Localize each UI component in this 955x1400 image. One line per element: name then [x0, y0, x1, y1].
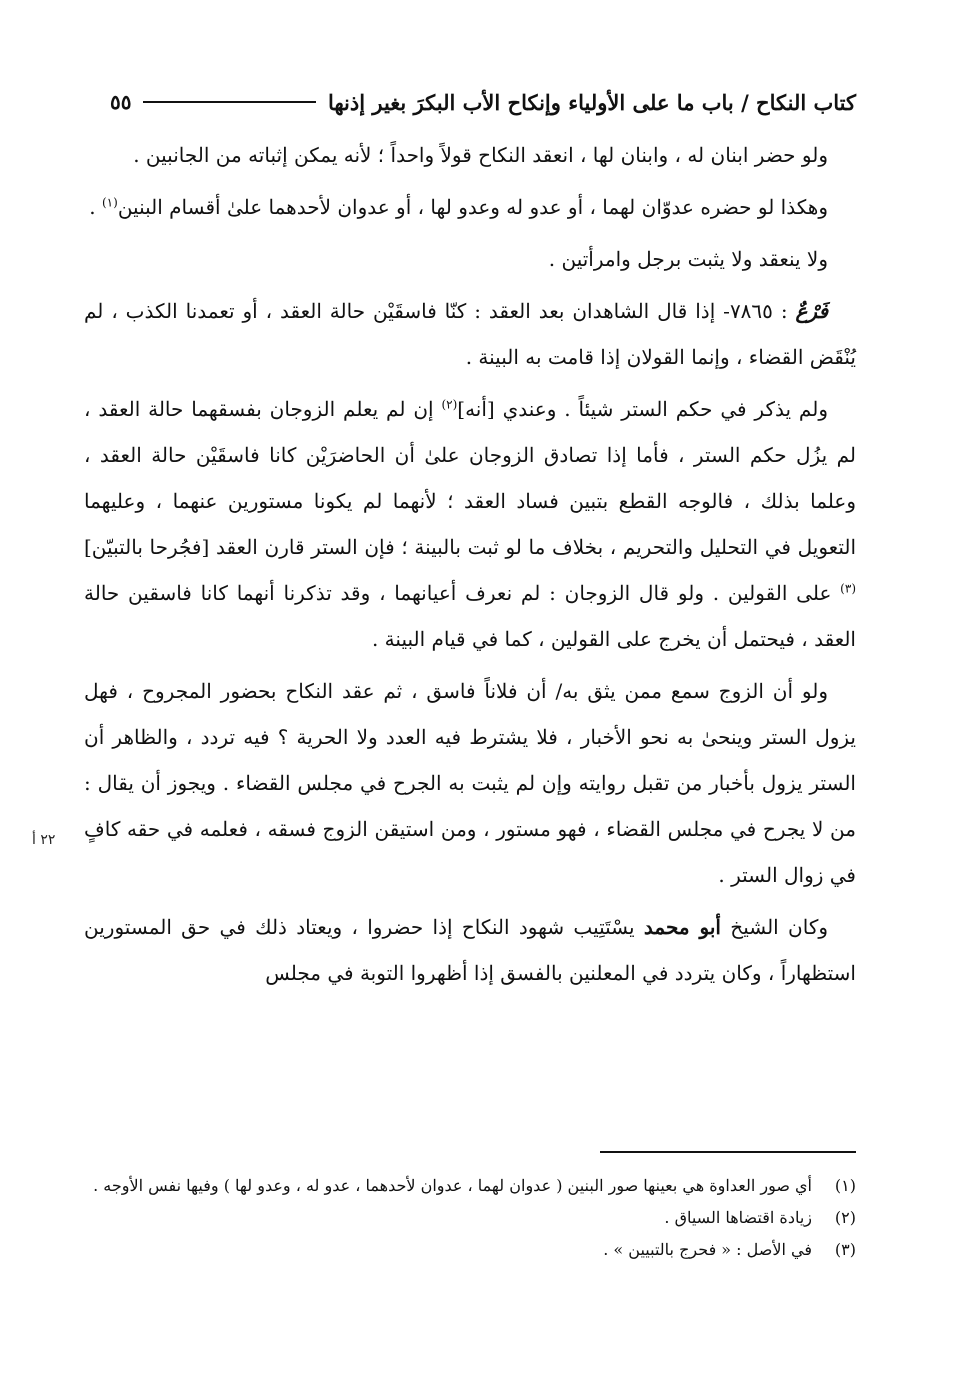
footnote-number: (٣) — [834, 1240, 856, 1259]
paragraph-6: ولو أن الزوج سمع ممن يثق به/ أن فلاناً فاسق ، ثم عقد النكاح بحضور المجروح ، فهل يزول الستر وينحىٰ به نحو الأخبار ، فلا يشترط فيه العدد ولا الحرية ؟ فيه تردد ، والظاهر أن الستر يزول بأخبار من تقبل روايته وإن لم يثبت به الجرح في مجلس القضاء . ويجوز أن يقال : من لا يجرح في مجلس القضاء ، فهو مستور ، ومن استيقن الزوج فسقه ، فعلمه في حقه كافٍ في زوال الستر . — [84, 679, 856, 887]
paragraph-7 — [84, 904, 856, 996]
paragraph-7-a: وكان الشيخ — [720, 915, 828, 939]
page-number: ٥٥ — [110, 90, 132, 114]
header-rule — [143, 101, 315, 103]
footnote-ref-3[interactable]: (٣) — [840, 581, 856, 596]
main-text — [84, 132, 856, 1002]
paragraph-7-b: يسْتَتِيب شهود النكاح إذا حضروا ، ويعتاد ذلك في حق المستورين استظهاراً ، وكان يتردد في المعلنين بالفسق إذا أظهروا التوبة في مجلس — [84, 915, 856, 985]
paragraph-4 — [84, 288, 856, 380]
paragraph-3: ولا ينعقد ولا يثبت برجل وامرأتين . — [548, 247, 828, 271]
paragraph-1: ولو حضر ابنان له ، وابنان لها ، انعقد النكاح قولاً واحداً ؛ لأنه يمكن إثباته من الجانبين . — [133, 143, 828, 167]
footnotes — [84, 1170, 856, 1266]
paragraph-5 — [84, 386, 856, 662]
footnote-3 — [84, 1234, 856, 1266]
footnote-1 — [84, 1170, 856, 1202]
footnote-2 — [84, 1202, 856, 1234]
paragraph-2-end: . — [89, 195, 102, 219]
paragraph-2-text: وهكذا لو حضره عدوّان لهما ، أو عدو له وعدو لها ، أو عدوان لأحدهما علىٰ أقسام البنين — [117, 195, 828, 219]
page-header — [110, 82, 856, 122]
footnote-text: في الأصل : « فحرج بالتبيين » . — [603, 1240, 812, 1259]
footnote-number: (١) — [834, 1176, 856, 1195]
paragraph-4-text: : ٧٨٦٥- إذا قال الشاهدان بعد العقد : كنّا فاسقَيْن حالة العقد ، أو تعمدنا الكذب ، لم يُنْقَض القضاء ، وإنما القولان إذا قامت به البينة . — [84, 299, 856, 369]
paragraph-5-a: ولم يذكر في حكم الستر شيئاً . وعندي [أنه] — [457, 397, 828, 421]
manuscript-folio-note: ٢٢ أ — [32, 832, 56, 848]
paragraph-2 — [84, 184, 856, 230]
footnote-text: أي صور العداوة هي بعينها صور البنين ( عدوان لهما ، عدوان لأحدهما ، عدو له ، وعدو لها ) وفيها نفس الأوجه . — [93, 1176, 812, 1195]
footnote-text: زيادة اقتضاها السياق . — [664, 1208, 812, 1227]
issue-mark: فَرْعٌ — [795, 299, 829, 323]
footnote-ref-1[interactable]: (١) — [101, 195, 118, 210]
footnote-rule — [600, 1151, 856, 1153]
running-title: كتاب النكاح / باب ما على الأولياء وإنكاح الأب البكرَ بغير إذنها — [327, 89, 856, 115]
footnote-ref-2[interactable]: (٢) — [441, 397, 458, 412]
scholar-name: أبو محمد — [643, 915, 721, 939]
footnote-number: (٢) — [834, 1208, 856, 1227]
paragraph-5-c: على القولين . ولو قال الزوجان : لم نعرف أعيانهما ، وقد تذكرنا أنهما كانا فاسقين حالة العقد ، فيحتمل أن يخرج على القولين ، كما في قيام البينة . — [84, 581, 856, 651]
paragraph-5-b: إن لم يعلم الزوجان بفسقهما حالة العقد ، لم يزُل حكم الستر ، فأما إذا تصادق الزوجان علىٰ أن الحاضرَيْن كانا فاسقَيْن حالة العقد ، وعلما بذلك ، فالوجه القطع بتبين فساد العقد ؛ لأنهما لم يكونا مستورين عنهما ، وعليهما التعويل في التحليل والتحريم ، بخلاف ما لو ثبت بالبينة ؛ فإن الستر قارن العقد [فجُرحا بالتبيّن] — [84, 397, 856, 559]
